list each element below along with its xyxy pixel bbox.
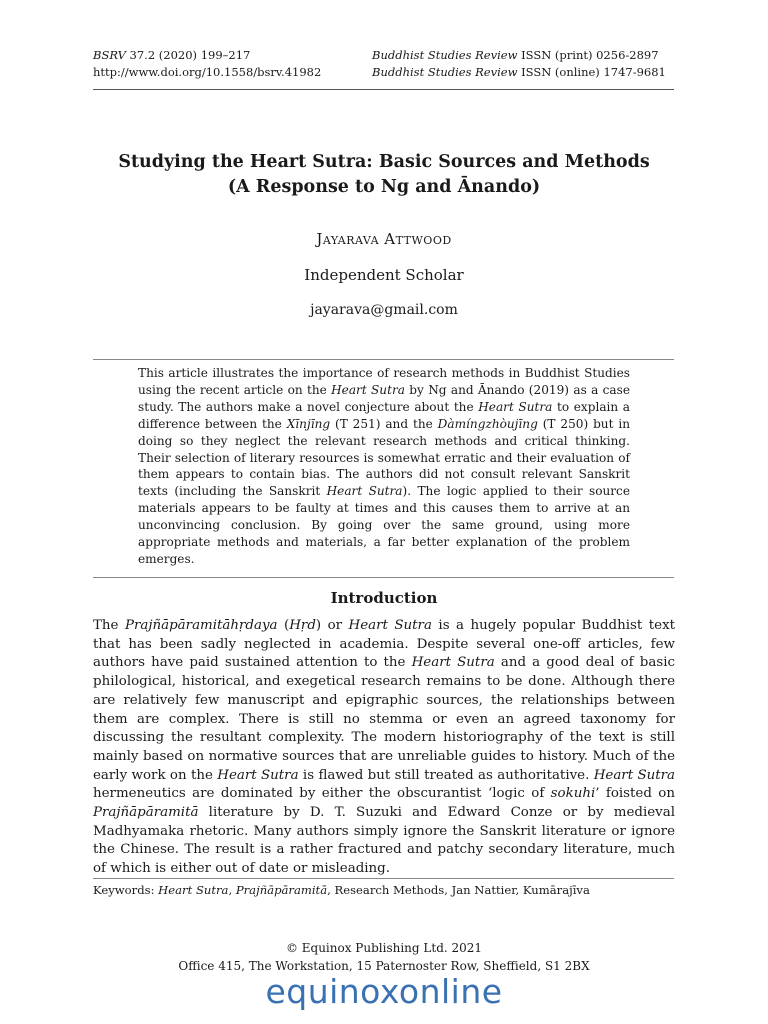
introduction-run-15: Prajñāpāramitā — [93, 805, 199, 821]
abstract-run-7: Dàmíngzhòujīng — [437, 416, 538, 431]
keywords-run-0: Keywords: — [93, 883, 159, 897]
header-rule — [93, 89, 674, 90]
logo-part-1: equinox — [265, 972, 399, 1011]
title-line-1: Studying the Heart Sutra: Basic Sources and Methods — [118, 152, 650, 172]
introduction-run-4: ) or — [315, 618, 349, 633]
introduction-run-9: Heart Sutra — [217, 767, 299, 783]
title-line-2: (A Response to Ng and Ānando) — [227, 177, 541, 197]
journal-citation — [93, 47, 321, 81]
issn-info — [372, 47, 666, 81]
abstract-run-3: Heart Sutra — [478, 399, 553, 414]
abstract-rule-top — [93, 359, 674, 360]
keywords-run-3: Prajñāpāramitā — [235, 883, 328, 897]
journal-name-print: Buddhist Studies Review — [372, 48, 518, 62]
abstract-run-5: Xīnjīng — [286, 416, 331, 431]
author-name: Jayarava Attwood — [316, 230, 452, 248]
introduction-run-11: Heart Sutra — [593, 767, 676, 783]
introduction-run-12: hermeneutics are dominated by either the obscurantist ‘logic of — [93, 786, 551, 802]
author-email[interactable]: jayarava@gmail.com — [310, 302, 458, 318]
issn-print: ISSN (print) 0256-2897 — [521, 48, 659, 62]
keywords-run-4: , Research Methods, Jan Nattier, Kumārajīva — [327, 883, 590, 897]
keywords-rule — [93, 878, 674, 879]
introduction-run-6: is a hugely popular Buddhist text that has been sadly neglected in academia. Despite several one-off articles, few authors have paid sustained attention to the — [93, 618, 675, 671]
issn-online: ISSN (online) 1747-9681 — [521, 65, 666, 79]
equinox-online-logo — [0, 972, 768, 1012]
introduction-run-1: Prajñāpāramitāhṛdaya — [124, 618, 278, 633]
introduction-run-5: Heart Sutra — [348, 618, 432, 633]
abstract-run-6: (T 251) and the — [330, 416, 438, 431]
doi-link[interactable]: http://www.doi.org/10.1558/bsrv.41982 — [93, 65, 322, 79]
keywords-run-2: , — [228, 883, 236, 897]
introduction-run-16: literature by D. T. Suzuki and Edward Conze or by medieval Madhyamaka rhetoric. Many authors simply ignore the Sanskrit literature or ignore the Chinese. The result is a rather fractured and patchy secondary literature, much of which is either out of date or misleading. — [93, 805, 675, 877]
introduction-run-0: The — [93, 618, 125, 633]
abstract-run-2: by Ng and Ānando (2019) as a case study. The authors make a novel conjecture about the — [138, 382, 631, 414]
abstract-run-0: This article illustrates the importance of research methods in Buddhist Studies using the recent article on the — [138, 366, 630, 397]
publisher-address: Office 415, The Workstation, 15 Paternoster Row, Sheffield, S1 2BX — [178, 959, 590, 973]
journal-name-online: Buddhist Studies Review — [372, 65, 518, 79]
volume-pages: 37.2 (2020) 199–217 — [129, 48, 251, 62]
keywords-run-1: Heart Sutra — [158, 883, 229, 897]
abstract-run-8: (T 250) but in doing so they neglect the relevant research methods and critical thinking. Their selection of literary resources is somewhat erratic and their evaluation of them appears to contain bias. The authors did not consult relevant Sanskrit texts (including the Sanskrit — [138, 416, 630, 499]
abstract-run-4: to explain a difference between the — [138, 399, 631, 431]
introduction-run-13: sokuhi — [550, 786, 596, 802]
introduction-run-2: ( — [277, 618, 290, 633]
journal-abbrev: BSRV — [93, 48, 126, 62]
introduction-run-3: Hṛd — [289, 618, 316, 633]
abstract — [138, 365, 630, 568]
introduction-run-7: Heart Sutra — [411, 655, 495, 671]
section-heading: Introduction — [330, 589, 438, 607]
abstract-run-1: Heart Sutra — [331, 382, 405, 397]
abstract-run-10: ). The logic applied to their source materials appears to be faulty at times and this causes them to arrive at an unconvincing conclusion. By going over the same ground, using more appropriate methods and materials, a far better explanation of the problem emerges. — [138, 484, 630, 566]
introduction-run-14: ’ foisted on — [595, 786, 675, 802]
author-affiliation: Independent Scholar — [304, 266, 464, 284]
copyright-notice: © Equinox Publishing Ltd. 2021 — [285, 941, 483, 955]
logo-part-2: online — [398, 972, 503, 1011]
keywords — [93, 882, 590, 898]
introduction-run-8: and a good deal of basic philological, historical, and exegetical research remains to be done. Although there are relatively few manuscript and epigraphic sources, the relationships between them are complex. There is still no stemma or even an agreed taxonomy for discussing the resultant complexity. The modern historiography of the text is still mainly based on normative sources that are unreliable guides to history. Much of the early work on the — [93, 655, 675, 783]
introduction-run-10: is flawed but still treated as authoritative. — [298, 767, 594, 783]
abstract-run-9: Heart Sutra — [326, 484, 403, 499]
abstract-rule-bottom — [93, 577, 674, 578]
article-title — [60, 150, 708, 200]
introduction-paragraph — [93, 617, 675, 879]
